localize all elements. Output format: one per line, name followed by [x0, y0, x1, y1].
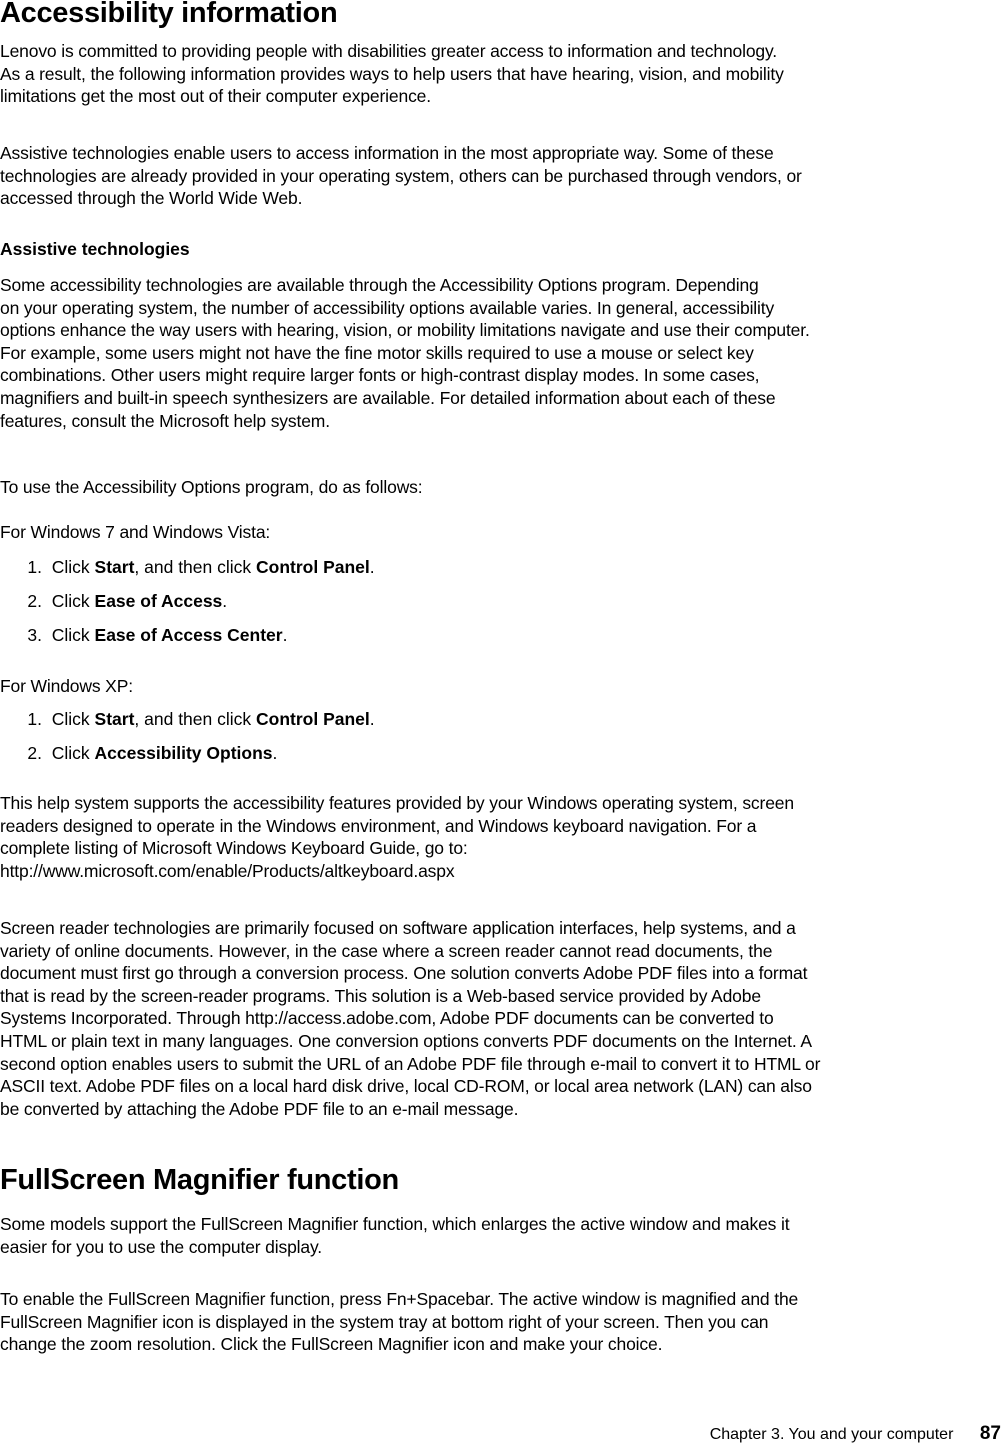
text-line: This help system supports the accessibility features provided by your Windows operating system, screen [0, 793, 794, 813]
step-item [0, 624, 375, 658]
text-line: features, consult the Microsoft help system. [0, 410, 330, 431]
text-line: combinations. Other users might require larger fonts or high-contrast display modes. In some cases, [0, 365, 760, 386]
text-line: To enable the FullScreen Magnifier function, press Fn+Spacebar. The active window is magnified and the [0, 1289, 799, 1309]
url-altkeyboard[interactable]: http://www.microsoft.com/enable/Products/altkeyboard.aspx [0, 860, 455, 881]
step-number: 3. [27, 625, 42, 645]
text-line: To use the Accessibility Options program, do as follows: [0, 477, 423, 497]
step-text: Click Start, and then click Control Panel. [51, 709, 375, 729]
step-text: Click Start, and then click Control Panel. [51, 557, 375, 577]
text-line: Assistive technologies enable users to access information in the most appropriate way. Some of these [0, 143, 774, 163]
step-item [0, 708, 375, 742]
step-text: Click Ease of Access Center. [51, 625, 288, 645]
text-line: that is read by the screen-reader programs. This solution is a Web-based service provided by Adobe [0, 985, 761, 1006]
text-line: on your operating system, the number of accessibility options available varies. In general, accessibility [0, 297, 775, 318]
step-number: 2. [27, 743, 42, 763]
paragraph-magnifier-intro [0, 1213, 1004, 1258]
text-line: options enhance the way users with hearing, vision, or mobility limitations navigate and use their computer. [0, 320, 810, 341]
text-line: Some models support the FullScreen Magnifier function, which enlarges the active window and makes it [0, 1214, 790, 1234]
text-line: document must first go through a conversion process. One solution converts Adobe PDF files into a format [0, 963, 808, 984]
paragraph-assistive-body [0, 274, 1004, 432]
paragraph-magnifier-enable [0, 1288, 1004, 1356]
step-item [0, 590, 375, 624]
step-number: 1. [27, 557, 42, 577]
text-line: technologies are already provided in your operating system, others can be purchased through vendors, or [0, 165, 802, 186]
text-line: Lenovo is committed to providing people with disabilities greater access to information and technology. [0, 41, 778, 61]
text-line: limitations get the most out of their computer experience. [0, 86, 431, 107]
paragraph-intro [0, 40, 1004, 108]
text-line: For Windows XP: [0, 676, 133, 696]
text-line: second option enables users to submit the URL of an Adobe PDF file through e-mail to convert it to HTML or [0, 1053, 821, 1074]
text-line: readers designed to operate in the Windows environment, and Windows keyboard navigation. For a [0, 815, 757, 836]
footer-chapter: Chapter 3. You and your computer [709, 1426, 954, 1443]
text-line: Systems Incorporated. Through http://access.adobe.com, Adobe PDF documents can be converted to [0, 1008, 774, 1029]
text-line: magnifiers and built-in speech synthesizers are available. For detailed information about each of these [0, 387, 776, 408]
text-line: ASCII text. Adobe PDF files on a local hard disk drive, local CD-ROM, or local area network (LAN) can also [0, 1076, 812, 1097]
text-line: easier for you to use the computer display. [0, 1236, 323, 1257]
paragraph-screen-reader [0, 917, 1004, 1120]
text-line: For example, some users might not have the fine motor skills required to use a mouse or select key [0, 342, 754, 363]
section-title-accessibility: Accessibility information [0, 0, 338, 29]
text-line: As a result, the following information provides ways to help users that have hearing, vision, and mobility [0, 63, 784, 84]
label-windows-xp [0, 675, 1004, 698]
text-line: accessed through the World Wide Web. [0, 188, 303, 209]
steps-windows-7 [0, 556, 375, 658]
text-line: Screen reader technologies are primarily focused on software application interfaces, help systems, and a [0, 918, 796, 938]
text-line: complete listing of Microsoft Windows Keyboard Guide, go to: [0, 838, 468, 859]
text-line: be converted by attaching the Adobe PDF file to an e-mail message. [0, 1098, 519, 1119]
text-line: HTML or plain text in many languages. One conversion options converts PDF documents on the Internet. A [0, 1030, 812, 1051]
paragraph-assistive-intro [0, 142, 1004, 210]
steps-windows-xp [0, 708, 375, 776]
text-line: FullScreen Magnifier icon is displayed in the system tray at bottom right of your screen. Then you can [0, 1311, 769, 1332]
text-line: For Windows 7 and Windows Vista: [0, 522, 271, 542]
label-windows-7-vista [0, 521, 1004, 544]
section-title-magnifier: FullScreen Magnifier function [0, 1164, 399, 1196]
step-text: Click Accessibility Options. [51, 743, 278, 763]
page-number: 87 [979, 1423, 1001, 1444]
step-text: Click Ease of Access. [51, 591, 228, 611]
paragraph-help-system [0, 792, 1004, 882]
step-number: 1. [27, 709, 42, 729]
page-footer [710, 1423, 1001, 1445]
subheading-assistive-technologies: Assistive technologies [0, 239, 190, 259]
step-item [0, 556, 375, 590]
text-line: change the zoom resolution. Click the FullScreen Magnifier icon and make your choice. [0, 1334, 663, 1355]
step-number: 2. [27, 591, 42, 611]
step-item [0, 742, 375, 776]
text-line: Some accessibility technologies are available through the Accessibility Options program. Depending [0, 275, 759, 295]
paragraph-to-use [0, 476, 1004, 499]
text-line: variety of online documents. However, in the case where a screen reader cannot read documents, the [0, 940, 773, 961]
